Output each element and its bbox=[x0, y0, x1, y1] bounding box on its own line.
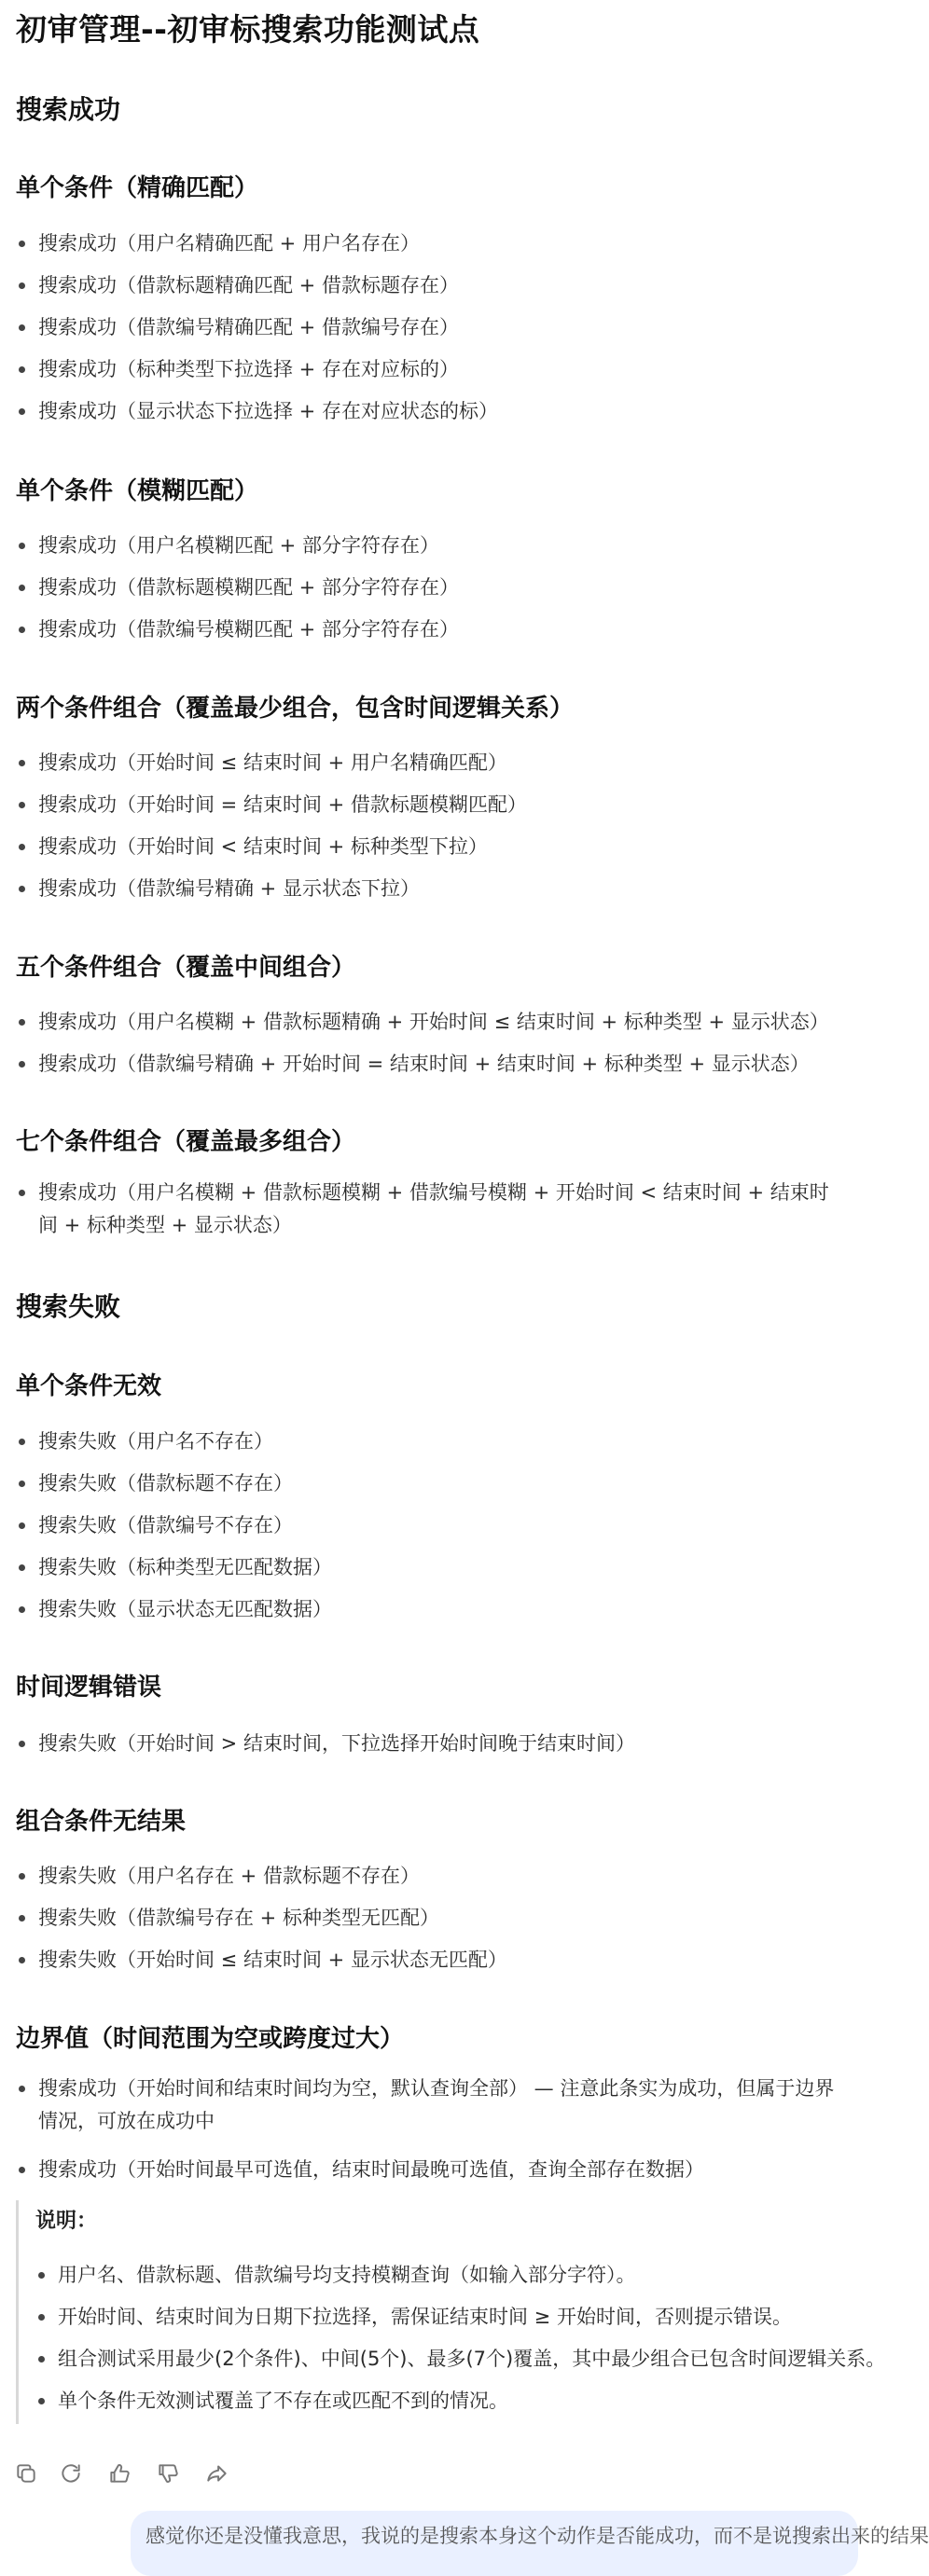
bullet-dot bbox=[38, 2272, 45, 2279]
note-item-text: 用户名、借款标题、借款编号均支持模糊查询（如输入部分字符）。 bbox=[58, 2264, 636, 2286]
list-item bbox=[16, 1595, 835, 1623]
list-item-text: 搜索失败（借款编号不存在） bbox=[38, 1514, 293, 1536]
list-item bbox=[16, 1469, 835, 1497]
list-item-text: 搜索成功（用户名模糊匹配 + 部分字符存在） bbox=[38, 534, 439, 557]
list-item bbox=[16, 531, 835, 559]
bullet-dot bbox=[19, 324, 25, 331]
list-item bbox=[16, 1553, 835, 1581]
fail-heading: 搜索失败 bbox=[16, 1291, 121, 1322]
list-item bbox=[16, 397, 835, 425]
list-item bbox=[16, 791, 835, 819]
bullet-dot bbox=[19, 408, 25, 415]
section-heading: 单个条件（模糊匹配） bbox=[16, 477, 259, 505]
list-item bbox=[16, 1050, 835, 1078]
list-item-text: 搜索失败（借款编号存在 + 标种类型无匹配） bbox=[38, 1907, 439, 1929]
list-item bbox=[16, 615, 835, 643]
bullet-dot bbox=[19, 1957, 25, 1963]
list-item-text: 搜索失败（显示状态无匹配数据） bbox=[38, 1598, 332, 1620]
list-item-text: 搜索成功（用户名模糊 + 借款标题模糊 + 借款编号模糊 + 开始时间 < 结束时间 + 结束时间 + 标种类型 + 显示状态） bbox=[38, 1181, 829, 1236]
list-item-text: 搜索成功（开始时间最早可选值，结束时间最晚可选值，查询全部存在数据） bbox=[38, 2158, 704, 2181]
list-item-text: 搜索成功（开始时间和结束时间均为空，默认查询全部） — 注意此条实为成功，但属于边界情况，可放在成功中 bbox=[38, 2077, 835, 2132]
list-item bbox=[16, 271, 835, 299]
bullet-dot bbox=[38, 2314, 45, 2321]
success-heading: 搜索成功 bbox=[16, 94, 121, 125]
list-item bbox=[16, 1904, 835, 1932]
note-item-text: 开始时间、结束时间为日期下拉选择，需保证结束时间 ≥ 开始时间，否则提示错误。 bbox=[58, 2306, 792, 2328]
bullet-dot bbox=[19, 886, 25, 892]
user-message-text: 感觉你还是没懂我意思，我说的是搜索本身这个动作是否能成功，而不是说搜索出来的结果 bbox=[146, 2525, 929, 2547]
thumbs-down-icon[interactable] bbox=[156, 2461, 182, 2487]
list-item bbox=[16, 875, 835, 902]
list-item bbox=[16, 1729, 835, 1757]
user-message-bubble bbox=[131, 2511, 929, 2576]
bullet-dot bbox=[38, 2356, 45, 2362]
note-title: 说明： bbox=[35, 2210, 98, 2233]
note-item-text: 单个条件无效测试覆盖了不存在或匹配不到的情况。 bbox=[58, 2390, 508, 2412]
list-item-text: 搜索成功（标种类型下拉选择 + 存在对应标的） bbox=[38, 358, 459, 380]
blockquote-bar bbox=[16, 2200, 19, 2424]
list-item bbox=[16, 1946, 835, 1974]
list-item bbox=[16, 1511, 835, 1539]
bullet-dot bbox=[19, 1481, 25, 1487]
section-heading: 单个条件（精确匹配） bbox=[16, 174, 259, 202]
list-item bbox=[16, 833, 835, 861]
list-item-text: 搜索成功（借款标题精确匹配 + 借款标题存在） bbox=[38, 274, 459, 296]
bullet-dot bbox=[19, 1061, 25, 1068]
share-icon[interactable] bbox=[205, 2461, 231, 2487]
list-item bbox=[16, 1862, 835, 1890]
bullet-dot bbox=[19, 241, 25, 247]
list-item-text: 搜索成功（开始时间 ≤ 结束时间 + 用户名精确匹配） bbox=[38, 751, 507, 774]
list-item bbox=[16, 2156, 835, 2183]
list-item-text: 搜索成功（开始时间 < 结束时间 + 标种类型下拉） bbox=[38, 835, 488, 858]
list-item-text: 搜索成功（开始时间 = 结束时间 + 借款标题模糊匹配） bbox=[38, 793, 527, 816]
bullet-dot bbox=[19, 2086, 25, 2092]
list-item bbox=[16, 749, 835, 777]
list-item-text: 搜索失败（开始时间 > 结束时间，下拉选择开始时间晚于结束时间） bbox=[38, 1732, 635, 1755]
list-item-text: 搜索失败（用户名不存在） bbox=[38, 1430, 273, 1453]
list-item-text: 搜索失败（开始时间 ≤ 结束时间 + 显示状态无匹配） bbox=[38, 1949, 507, 1971]
thumbs-up-icon[interactable] bbox=[107, 2461, 133, 2487]
list-item bbox=[16, 1008, 835, 1036]
list-item-text: 搜索失败（借款标题不存在） bbox=[38, 1472, 293, 1495]
bullet-dot bbox=[19, 366, 25, 373]
section-heading: 边界值（时间范围为空或跨度过大） bbox=[16, 2025, 405, 2053]
section-heading: 组合条件无结果 bbox=[16, 1808, 187, 1836]
bullet-dot bbox=[19, 802, 25, 808]
bullet-dot bbox=[19, 760, 25, 766]
bullet-dot bbox=[19, 1019, 25, 1026]
section-heading: 五个条件组合（覆盖中间组合） bbox=[16, 954, 356, 982]
list-item bbox=[16, 573, 835, 601]
page-title: 初审管理--初审标搜索功能测试点 bbox=[16, 11, 480, 48]
list-item-text: 搜索成功（用户名模糊 + 借款标题精确 + 开始时间 ≤ 结束时间 + 标种类型 + 显示状态） bbox=[38, 1011, 829, 1033]
list-item-text: 搜索成功（借款标题模糊匹配 + 部分字符存在） bbox=[38, 576, 459, 599]
list-item bbox=[16, 1177, 835, 1244]
list-item-text: 搜索失败（标种类型无匹配数据） bbox=[38, 1556, 332, 1578]
note-item bbox=[35, 2261, 835, 2289]
note-item bbox=[35, 2303, 835, 2331]
list-item-text: 搜索成功（显示状态下拉选择 + 存在对应状态的标） bbox=[38, 400, 498, 422]
section-heading: 单个条件无效 bbox=[16, 1372, 162, 1400]
list-item-text: 搜索成功（借款编号精确 + 显示状态下拉） bbox=[38, 877, 420, 900]
bullet-dot bbox=[19, 543, 25, 549]
bullet-dot bbox=[19, 1915, 25, 1922]
bullet-dot bbox=[19, 1873, 25, 1880]
bullet-dot bbox=[19, 1606, 25, 1613]
bullet-dot bbox=[38, 2398, 45, 2404]
bullet-dot bbox=[19, 1190, 25, 1196]
note-item-text: 组合测试采用最少(2个条件)、中间(5个)、最多(7个)覆盖，其中最少组合已包含时间逻辑关系。 bbox=[58, 2348, 886, 2370]
refresh-icon[interactable] bbox=[59, 2461, 85, 2487]
section-heading: 七个条件组合（覆盖最多组合） bbox=[16, 1128, 356, 1156]
copy-icon[interactable] bbox=[14, 2461, 40, 2487]
list-item-text: 搜索失败（用户名存在 + 借款标题不存在） bbox=[38, 1865, 420, 1887]
bullet-dot bbox=[19, 844, 25, 850]
bullet-dot bbox=[19, 1741, 25, 1747]
list-item bbox=[16, 1427, 835, 1455]
list-item-text: 搜索成功（借款编号精确 + 开始时间 = 结束时间 + 结束时间 + 标种类型 + 显示状态） bbox=[38, 1053, 810, 1075]
list-item bbox=[16, 313, 835, 341]
bullet-dot bbox=[19, 585, 25, 591]
bullet-dot bbox=[19, 1564, 25, 1571]
section-heading: 时间逻辑错误 bbox=[16, 1674, 162, 1701]
section-heading: 两个条件组合（覆盖最少组合，包含时间逻辑关系） bbox=[16, 695, 575, 723]
list-item bbox=[16, 229, 835, 257]
bullet-dot bbox=[19, 1522, 25, 1529]
list-item-text: 搜索成功（用户名精确匹配 + 用户名存在） bbox=[38, 232, 420, 255]
bullet-dot bbox=[19, 282, 25, 289]
list-item-text: 搜索成功（借款编号精确匹配 + 借款编号存在） bbox=[38, 316, 459, 338]
list-item bbox=[16, 355, 835, 383]
bullet-dot bbox=[19, 2167, 25, 2173]
bullet-dot bbox=[19, 1439, 25, 1445]
list-item-text: 搜索成功（借款编号模糊匹配 + 部分字符存在） bbox=[38, 618, 459, 641]
note-item bbox=[35, 2387, 835, 2415]
note-item bbox=[35, 2345, 886, 2373]
bullet-dot bbox=[19, 627, 25, 633]
list-item bbox=[16, 2073, 835, 2140]
